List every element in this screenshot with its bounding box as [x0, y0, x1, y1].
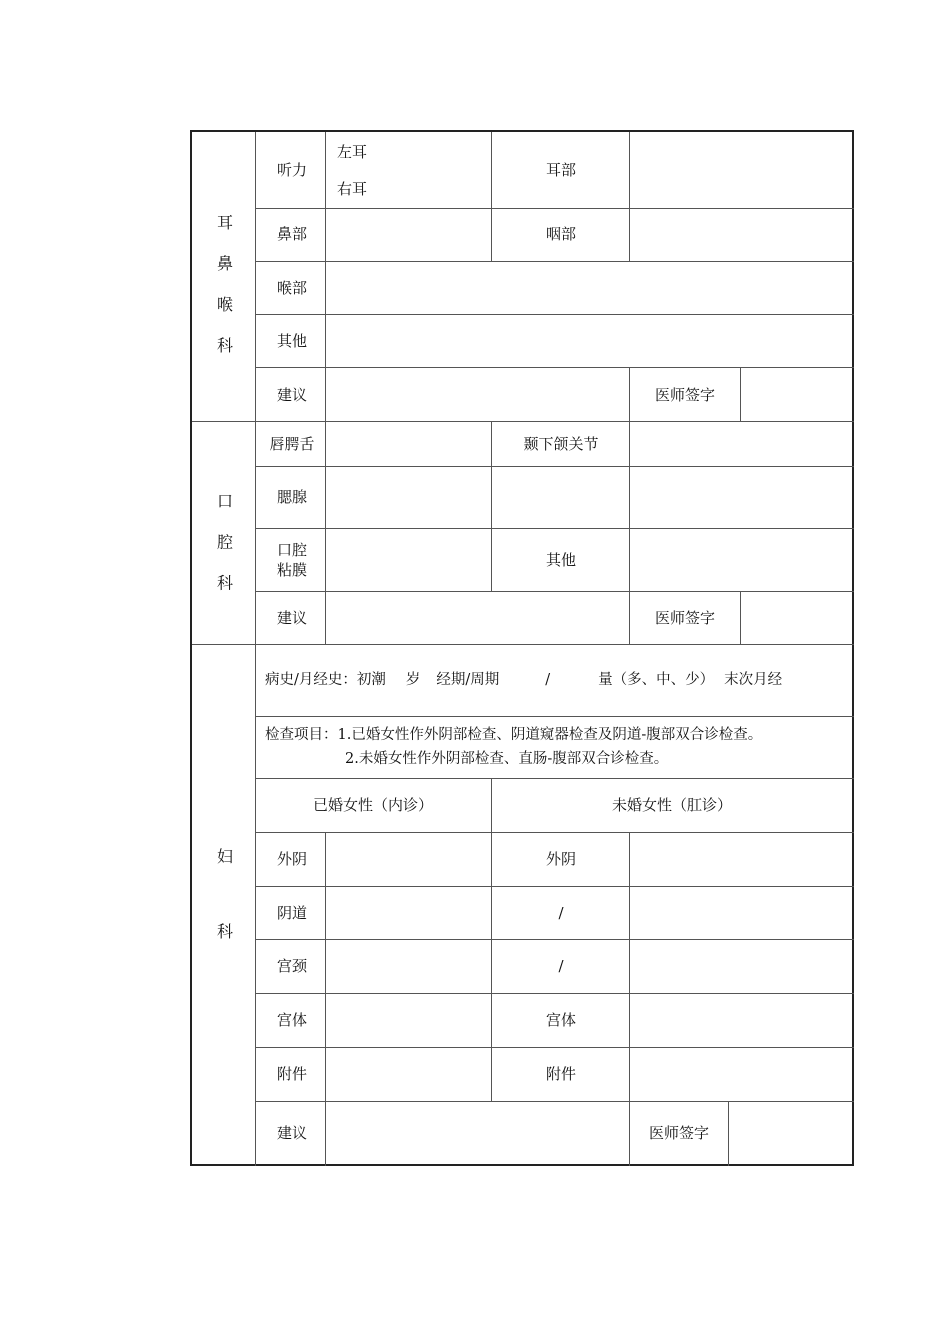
label-vulva-unmarried: 外阴: [545, 850, 577, 868]
label-adnexa-unmarried: 附件: [545, 1065, 577, 1083]
row-divider: [255, 886, 854, 887]
col-divider-right: [629, 591, 630, 644]
section-title-ent: 耳 鼻 喉 科: [216, 213, 234, 355]
label-vulva-married: 外阴: [276, 850, 308, 868]
col-divider-mid: [491, 208, 492, 261]
section-divider: [192, 421, 854, 422]
label-ent-other: 其他: [276, 332, 308, 350]
label-hearing: 听力: [276, 161, 308, 179]
label-oral-doctor-sign: 医师签字: [654, 609, 716, 627]
label-ear: 耳部: [545, 161, 577, 179]
label-lips: 唇腭舌: [269, 435, 315, 453]
row-divider: [255, 466, 854, 467]
col-divider-right: [629, 832, 630, 1166]
row-divider: [255, 1047, 854, 1048]
label-parotid: 腮腺: [276, 488, 308, 506]
row-divider: [255, 367, 854, 368]
label-uterus-unmarried: 宫体: [545, 1011, 577, 1029]
row-divider: [255, 778, 854, 779]
menstrual-history: 病史/月经史：初潮 岁 经期/周期 / 量（多、中、少） 末次月经: [265, 672, 783, 688]
row-divider: [255, 314, 854, 315]
cervix-na-slash: /: [558, 957, 564, 975]
label-vagina: 阴道: [276, 904, 308, 922]
section-title-gyn: 妇 科: [216, 847, 234, 941]
label-uterus-married: 宫体: [276, 1011, 308, 1029]
label-gyn-doctor-sign: 医师签字: [648, 1124, 710, 1142]
exam-items-line2: 2.未婚女性作外阴部检查、直肠-腹部双合诊检查。: [345, 751, 669, 767]
section-divider: [192, 644, 854, 645]
label-cervix: 宫颈: [276, 957, 308, 975]
label-nose: 鼻部: [276, 225, 308, 243]
label-mucosa: 口腔 粘膜: [276, 541, 308, 579]
exam-items-line1: 检查项目：1.已婚女性作外阴部检查、阴道窥器检查及阴道-腹部双合诊检查。: [265, 727, 763, 743]
label-left-ear: 左耳: [337, 143, 368, 161]
row-divider: [255, 591, 854, 592]
col-divider-sign: [740, 367, 741, 421]
exam-form: [190, 130, 854, 1166]
row-divider: [255, 716, 854, 717]
label-tmj: 颞下颌关节: [523, 435, 599, 453]
label-larynx: 喉部: [276, 279, 308, 297]
label-oral-advice: 建议: [276, 609, 308, 627]
label-ent-doctor-sign: 医师签字: [654, 386, 716, 404]
col-divider-label-gyn: [325, 832, 326, 1166]
col-divider-sign: [740, 591, 741, 644]
label-adnexa-married: 附件: [276, 1065, 308, 1083]
col-divider-section: [255, 132, 256, 1166]
section-title-oral: 口 腔 科: [216, 491, 234, 593]
header-married: 已婚女性（内诊）: [312, 796, 434, 814]
label-pharynx: 咽部: [545, 225, 577, 243]
col-divider-right: [629, 132, 630, 261]
label-ent-advice: 建议: [276, 386, 308, 404]
row-divider: [255, 208, 854, 209]
vagina-na-slash: /: [558, 904, 564, 922]
row-divider: [255, 939, 854, 940]
row-divider: [255, 261, 854, 262]
col-divider-mid: [491, 132, 492, 208]
label-right-ear: 右耳: [337, 180, 368, 198]
row-divider: [255, 993, 854, 994]
col-divider-right: [629, 421, 630, 591]
label-oral-other: 其他: [545, 551, 577, 569]
row-divider: [255, 1101, 854, 1102]
header-unmarried: 未婚女性（肛诊）: [611, 796, 733, 814]
row-divider: [255, 832, 854, 833]
col-divider-sign: [728, 1101, 729, 1166]
row-divider: [255, 528, 854, 529]
col-divider-right: [629, 367, 630, 421]
label-gyn-advice: 建议: [276, 1124, 308, 1142]
col-divider-mid: [491, 421, 492, 591]
